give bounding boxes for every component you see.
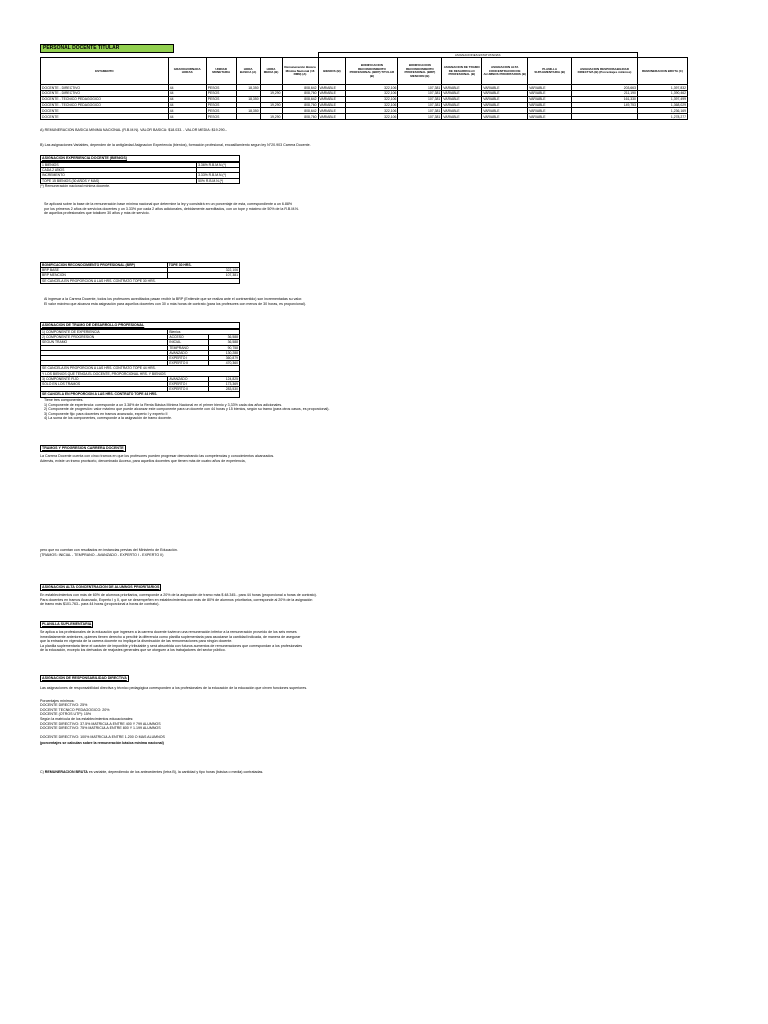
table-cell: VARIABLE — [482, 96, 528, 102]
planilla-text-line: de la educación, excepto los derivados de reajustes generales que se otorguen a los trabajadores del sector público. — [40, 648, 226, 653]
table-cell: VARIABLE — [318, 108, 346, 114]
tramo-name: INICIAL — [168, 340, 209, 345]
note-c-rest: es variable, dependiendo de los antecedentes (letra B), la cantidad y tipo horas (básica o media) contratadas. — [87, 770, 264, 774]
table-cell — [572, 114, 638, 120]
bienios-text-line: Se aplicará sobre la base de la remuneración base mínima nacional que determine la ley y consistirá en un porcentaje de esta, correspondiente a un 6.88% — [44, 202, 293, 206]
table-cell: 107,381 — [398, 108, 442, 114]
tramo-mid-note-2: Y LOS BIENIOS QUE TENGA EL DOCENTE, PROPORCIONAL HRS. Y BIENIOS — [41, 371, 240, 376]
table-cell: 1,397,499 — [637, 96, 687, 102]
brp-footer: SE CANCELA EN PROPORCION A LAS HRS. CONTRATO TOPE 30 HRS. — [41, 278, 240, 283]
tramo-name: EXPERTO II — [168, 387, 209, 392]
table-cell: DOCENTE - TECNICO PEDAGOGICO — [41, 96, 169, 102]
table-cell: 107,381 — [398, 102, 442, 108]
column-header: GRADO/JORNADA HORAS — [168, 58, 206, 85]
tramo-value: 470,360 — [209, 361, 240, 366]
table-cell: 808,642 — [282, 96, 318, 102]
tramo-c2-note: SEGUN TRAMO — [41, 340, 168, 345]
directiva-text-line: Según la matrícula de los establecimientos educacionales: — [40, 716, 134, 721]
salary-table — [40, 52, 688, 120]
planilla-text-line: Se aplica a los profesionales de la educación que ingresen a la carrera docente tuvieron una remuneración inferior a la remuneración proveído de los seis meses — [40, 630, 297, 634]
bienios-text-line: por los primeros 2 años de servicios docentes y un 3.33% por cada 2 años adicionales, debidamente acreditados, con un tope y máximo de 50% de la R.B.M.N. — [44, 206, 299, 211]
bienios-value: 3.36% R.B.M.N.(*) — [197, 163, 240, 168]
table-cell: VARIABLE — [482, 108, 528, 114]
table-cell: 322,106 — [346, 114, 398, 120]
table-cell: 808,760 — [282, 114, 318, 120]
table-cell: 19,290 — [260, 102, 282, 108]
table-cell: VARIABLE — [318, 96, 346, 102]
tramo-name: AVANZADO — [168, 350, 209, 355]
column-header: HORA BASICA (A) — [236, 58, 260, 85]
table-cell: VARIABLE — [528, 108, 572, 114]
column-header: REMUNERACION BRUTA (C) — [637, 58, 687, 85]
bienios-footnote: (*) Remuneración nacional mínima docente. — [40, 183, 111, 188]
table-cell: 44 — [168, 91, 206, 97]
prioritarios-text-line: En establecimientos con más de 60% de alumnos prioritarios, corresponde a 20% de la asignación de tramo más $ 48.345.- para 44 horas (proporcional a horas de contrato). — [40, 593, 317, 597]
carrera-tail — [40, 548, 178, 557]
directiva-text-line: DOCENTE DIRECTIVO: 25% — [40, 703, 88, 708]
bienios-text-line: de aquellos profesionales que totalicen 30 años y más de servicio. — [44, 211, 150, 216]
tramo-name: EXPERTO I — [168, 356, 209, 361]
prioritarios-header: ASIGNACION ALTA CONCENTRACION DE ALUMNOS PRIORITARIOS — [42, 585, 160, 589]
bienios-value: 3.33% R.B.M.N.(*) — [197, 173, 240, 178]
tramo-section — [40, 322, 240, 398]
table-cell: 149,753 — [572, 102, 638, 108]
table-cell: 808,760 — [282, 91, 318, 97]
directiva-text-line: DOCENTE DIRECTIVO: 75% MATRICULA ENTRE 800 Y 1.199 ALUMNOS — [40, 726, 161, 731]
column-header: ESTAMENTO — [41, 58, 169, 85]
bienios-label: CADA 2 AÑOS — [41, 168, 197, 173]
table-cell: VARIABLE — [442, 102, 482, 108]
note-a: A) REMUNERACION BASICA MINIMA NACIONAL (R.B.M.N). VALOR BASICA: $18.033. - VALOR MEDIA: $19.290.- — [40, 128, 227, 132]
prioritarios-text-line: de tramo más $101.763.- para 44 horas (proporcional a horas de contrato). — [40, 602, 160, 607]
table-cell — [236, 114, 260, 120]
table-cell: DOCENTE — [41, 114, 169, 120]
column-header: HORA MEDIA (B) — [260, 58, 282, 85]
bienios-text — [44, 202, 299, 216]
bienios-table — [40, 162, 240, 184]
brp-table — [40, 262, 240, 284]
table-cell: VARIABLE — [442, 96, 482, 102]
tramo-value: 360,879 — [209, 356, 240, 361]
table-cell: VARIABLE — [528, 102, 572, 108]
tramo-value: 36,588 — [209, 340, 240, 345]
bienios-value: 50% R.B.M.N.(*) — [197, 178, 240, 183]
carrera-text-line: La Carrera Docente cuenta con cinco tramos en que los profesores pueden progresar demostrando las competencias y conocimientos alcanzados. — [40, 454, 275, 458]
tramo-name: TEMPRANO — [168, 345, 209, 350]
column-header: ASIGNACION ALTA CONCENTRACION DE ALUMNOS PRIORITARIOS (B) — [482, 58, 528, 85]
table-cell: VARIABLE — [482, 85, 528, 91]
tramo-value: 36,588 — [209, 335, 240, 340]
planilla-text-line: inmediatamente anteriores, quienes tienen derecho a percibir la diferencia como planilla suplementaria para asociarse la cantidad indicada, de manera de asegurar — [40, 634, 301, 639]
bienios-section — [40, 155, 240, 188]
table-cell: VARIABLE — [442, 108, 482, 114]
tramo-text-line: 2) Componente de progresión: valor máximo que puede alcanzar este componente para un docente con 44 horas y 15 bienios, según su tramo (para otros casos, es proporcional). — [44, 407, 330, 412]
page-title: PERSONAL DOCENTE TITULAR — [40, 44, 174, 53]
table-cell: VARIABLE — [528, 96, 572, 102]
column-header: BONIFICACION RECONOCIMIENTO PROFESIONAL (BRP) MENCION (B) — [398, 58, 442, 85]
column-header: ASIGNACION DE TRAMO DE DESARROLLO PROFESIONAL (B) — [442, 58, 482, 85]
table-cell: PESOS — [206, 102, 236, 108]
directiva-header: ASIGNACION DE RESPONSABILIDAD DIRECTIVA — [42, 676, 127, 680]
column-header: BIENIOS (B) — [318, 58, 346, 85]
table-header-row — [41, 58, 688, 85]
group-header-cell: ASIGNACIONES ESTATUTARIAS — [318, 53, 637, 58]
table-cell: VARIABLE — [318, 114, 346, 120]
table-row — [41, 114, 688, 120]
tramo-name: AVANZADO — [168, 376, 209, 381]
bienios-label: 1 BIENIOS — [41, 163, 197, 168]
table-cell: VARIABLE — [442, 85, 482, 91]
table-cell: 107,381 — [398, 96, 442, 102]
brp-label: BRP MENCION — [41, 273, 168, 278]
directiva-intro: Las asignaciones de responsabilidad directiva y técnico pedagógica corresponden a los profesionales de la educación de la educación que cirven funciones superiores. — [40, 686, 308, 690]
table-cell: VARIABLE — [318, 91, 346, 97]
table-cell: DOCENTE - DIRECTIVO — [41, 91, 169, 97]
table-cell: 211,190 — [572, 91, 638, 97]
table-cell: 203,663 — [572, 85, 638, 91]
table-cell: 18,350 — [236, 96, 260, 102]
table-cell: 1,236,169 — [637, 108, 687, 114]
table-cell: 1,368,029 — [637, 102, 687, 108]
note-c-bold: REMUNERACION BRUTA — [44, 770, 88, 774]
table-cell: VARIABLE — [482, 91, 528, 97]
table-cell: 808,642 — [282, 85, 318, 91]
tramo-c2-label: 2) COMPONENTE PROGRESION — [41, 335, 168, 340]
brp-text-line: Al ingresar a la Carrera Docente, todos los profesores acreditados pasan recibir la BRP (Entiende que se realiza ante el contrsentido) son incrementadas su valor. — [44, 297, 303, 301]
directiva-text-line: DOCENTE DIRECTIVO: 100% MATRICULA ENTRE 1.200 O MAS ALUMNOS — [40, 735, 165, 740]
brp-value: 107,381 — [167, 273, 239, 278]
planilla-text-line: que la entrada en vigencia de la carrera docente no implique la disminución de las remuneraciones para ningún docente. — [40, 639, 233, 644]
table-cell: DOCENTE - DIRECTIVO — [41, 85, 169, 91]
tramo-header: ASIGNACION DE TRAMO DE DESARROLLO PROFESIONAL — [40, 322, 240, 329]
table-cell: 44 — [168, 108, 206, 114]
brp-label: BRP BASE — [41, 268, 168, 273]
carrera-tail-line: pero que no cuentan con resultados en instancias previas del Ministerio de Educación. — [40, 548, 178, 552]
carrera-tail-line: (TRAMOS: INICIAL - TEMPRANO - AVANZADO - EXPERTO I - EXPERTO II) — [40, 552, 164, 557]
planilla-text-line: La planilla suplementaria tiene el carácter de imponible y tributable y será absorbida con futuros aumentos de remuneraciones que correspondan a los profesionales — [40, 643, 303, 648]
table-cell: VARIABLE — [442, 91, 482, 97]
column-header: BONIFICACION RECONOCIMIENTO PROFESIONAL (BRP) TITULAR (B) — [346, 58, 398, 85]
tramo-text-line: 3) Componente fijo: para docentes en tramos avanzado, experto I y experto II — [44, 411, 168, 416]
brp-header-right: TOPE 30 HRS. — [167, 263, 239, 268]
column-header: Remuneración Básica Mínima Nacional (16 RMN) (A) — [282, 58, 318, 85]
table-cell: 44 — [168, 85, 206, 91]
table-cell: DOCENTE - TECNICO PEDAGOGICO — [41, 102, 169, 108]
brp-text-line: El valor máximo que alcanza esta asignación para aquellos docentes con 30 o más horas de contrato (para los profesores con menos de 30 horas, es proporcional). — [44, 301, 306, 306]
bienios-label: TOPE 15 BIENIOS (30 AÑOS Y MAS) — [41, 178, 197, 183]
table-cell: 18,350 — [236, 85, 260, 91]
column-header: UNIDAD MONETARIA — [206, 58, 236, 85]
table-cell: PESOS — [206, 96, 236, 102]
tramo-name: EXPERTO I — [168, 382, 209, 387]
table-cell: 322,106 — [346, 102, 398, 108]
table-cell: 19,290 — [260, 114, 282, 120]
table-cell: 1,278,277 — [637, 114, 687, 120]
directiva-bold-note: (porcentajes se calculan sobre la remuneración básica mínima nacional) — [40, 740, 164, 745]
tramo-value: 90,758 — [209, 345, 240, 350]
table-cell: VARIABLE — [318, 85, 346, 91]
prioritarios-section — [40, 575, 317, 607]
table-cell: VARIABLE — [528, 85, 572, 91]
brp-section — [40, 262, 240, 284]
tramo-name: ACCESO — [168, 335, 209, 340]
column-header: ASIGNACION RESPONSABILIDAD DIRECTIVA (B) (Porcentajes mínimos) — [572, 58, 638, 85]
table-cell: 107,381 — [398, 85, 442, 91]
brp-text — [44, 297, 306, 306]
table-cell: 107,381 — [398, 91, 442, 97]
table-cell: VARIABLE — [528, 114, 572, 120]
table-cell: 44 — [168, 114, 206, 120]
table-cell: PESOS — [206, 108, 236, 114]
table-cell: PESOS — [206, 91, 236, 97]
table-cell: VARIABLE — [482, 102, 528, 108]
planilla-header: PLANILLA SUPLEMENTARIA — [42, 622, 92, 626]
tramo-value: 130,288 — [209, 350, 240, 355]
tramo-text-line: 4) La suma de los componentes, corresponde a la asignación de tramo docente. — [44, 416, 173, 421]
table-cell: 18,350 — [236, 108, 260, 114]
prioritarios-text-line: Para docentes en tramos Avanzado, Experto I y II, que se desempeñen en establecimientos con más de 80% de alumnos prioritarios, corresponde al 20% de la asignación — [40, 597, 313, 602]
carrera-text-line: Además, existe un tramo provisorio, denominado Acceso, para aquellos docentes que tienen más de cuatro años de experiencia, — [40, 458, 246, 463]
table-cell: 19,290 — [260, 91, 282, 97]
directiva-section — [40, 666, 307, 746]
tramo-footer: SE CANCELA EN PROPORCION A LAS HRS. CONTRATO TOPE 44 HRS. — [41, 392, 240, 397]
table-cell: VARIABLE — [318, 102, 346, 108]
table-cell: 44 — [168, 96, 206, 102]
planilla-section — [40, 612, 302, 653]
column-header: PLANILLA SUPLEMENTARIA (B) — [528, 58, 572, 85]
table-cell: 322,106 — [346, 96, 398, 102]
tramo-text — [44, 398, 329, 421]
table-cell: PESOS — [206, 114, 236, 120]
table-cell: 1,390,462 — [637, 91, 687, 97]
table-cell: VARIABLE — [442, 114, 482, 120]
tramo-name: EXPERTO II — [168, 361, 209, 366]
bienios-row — [41, 178, 240, 183]
directiva-text-line: DOCENTE (OTROS UTP): 15% — [40, 712, 92, 717]
tramo-value: 173,369 — [209, 382, 240, 387]
tramo-mid-note-1: SE CANCELA EN PROPORCION A LAS HRS. CONTRATO TOPE 44 HRS. — [41, 366, 240, 371]
table-cell: 322,106 — [346, 85, 398, 91]
tramo-c3-label: 3) COMPONENTE FIJO — [41, 376, 168, 381]
bienios-label: INCREMENTO — [41, 173, 197, 178]
tramo-c1-right: Bienios — [168, 330, 240, 335]
bienios-header: ASIGNACION EXPERIENCIA DOCENTE (BIENIOS) — [40, 155, 240, 162]
directiva-text-line: Porcentajes mínimos: — [40, 698, 75, 703]
tramo-c3-note: SOLO EN LOS TRAMOS — [41, 382, 168, 387]
brp-value: 322,106 — [167, 268, 239, 273]
table-cell: 322,106 — [346, 108, 398, 114]
tramo-text-line: 1) Componente de experiencia: corresponde a un 3.38% de la Renta Básica Mínima Nacional en el primer bienio y 3,33% cada dos años adicionales. — [44, 402, 283, 407]
directiva-text-line: DOCENTE TECNICO PEDAGOGICO: 20% — [40, 707, 110, 712]
table-cell: 44 — [168, 102, 206, 108]
tramo-table — [40, 329, 240, 398]
carrera-section — [40, 436, 274, 463]
table-cell: VARIABLE — [482, 114, 528, 120]
tramo-text-line: Tiene tres componentes. — [44, 398, 84, 402]
table-cell: 808,642 — [282, 108, 318, 114]
note-c-prefix: C) — [40, 770, 45, 774]
tramo-value: 124,825 — [209, 376, 240, 381]
table-cell: 161,330 — [572, 96, 638, 102]
table-cell: 808,760 — [282, 102, 318, 108]
note-b: B) Las asignaciones Variables, dependen de la antigüedad Asignacion Experiencia (bienios), formación profesional, encasillamiento segun ley N°20.903 Carrera Docente. — [40, 143, 311, 147]
table-cell: DOCENTE — [41, 108, 169, 114]
brp-header: BONIFICACION RECONOCIMIENTO PROFESIONAL (BRP) — [41, 263, 168, 268]
table-cell: 322,106 — [346, 91, 398, 97]
tramo-value: 283,530 — [209, 387, 240, 392]
directiva-text-line: DOCENTE DIRECTIVO: 37.5% MATRICULA ENTRE 400 Y 799 ALUMNOS — [40, 721, 161, 726]
table-cell: PESOS — [206, 85, 236, 91]
note-c — [40, 770, 263, 775]
carrera-header: TRAMOS Y PROGRESION CARRERA DOCENTE — [42, 446, 124, 450]
table-cell: 1,397,832 — [637, 85, 687, 91]
table-cell: VARIABLE — [528, 91, 572, 97]
table-cell: 107,381 — [398, 114, 442, 120]
tramo-c1: 1) COMPONENTE DE EXPERIENCIA — [41, 330, 168, 335]
